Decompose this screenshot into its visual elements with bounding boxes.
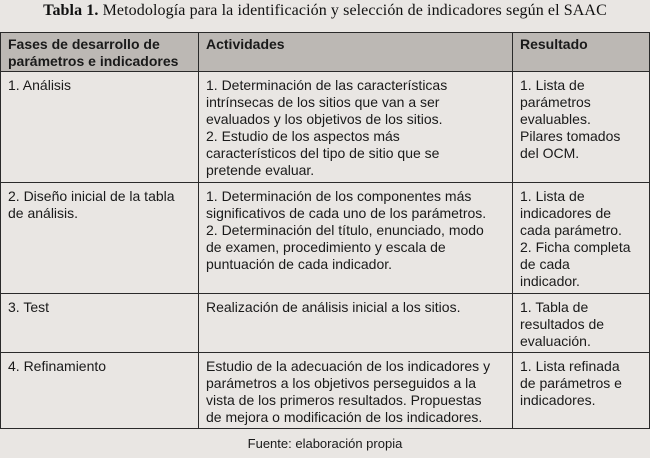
table-header-row <box>1 33 650 72</box>
activities-cell <box>199 353 513 429</box>
cell-line: Realización de análisis inicial a los sitios. <box>206 299 461 315</box>
cell-line: 1. Determinación de las características <box>206 77 448 93</box>
header-line: parámetros e indicadores <box>8 53 179 69</box>
cell-line: indicador. <box>520 273 580 289</box>
cell-line: Pilares tomados <box>520 128 621 144</box>
table-row <box>1 294 650 353</box>
cell-line: evaluación. <box>520 333 591 349</box>
table-caption-text: Metodología para la identificación y selección de indicadores según el SAAC <box>102 2 607 19</box>
table-caption <box>0 2 650 20</box>
header-activities <box>199 33 513 72</box>
activities-cell <box>199 294 513 353</box>
table-row <box>1 183 650 294</box>
cell-line: característicos del tipo de sitio que se <box>206 145 440 161</box>
header-result <box>513 33 650 72</box>
cell-line: de cada <box>520 256 570 272</box>
cell-line: resultados de <box>520 316 605 332</box>
cell-line: 2. Ficha completa <box>520 239 631 255</box>
cell-line: 1. Lista de <box>520 77 585 93</box>
table-caption-label: Tabla 1. <box>43 2 99 19</box>
cell-line: evaluables. <box>520 111 591 127</box>
phase-cell <box>1 183 199 294</box>
result-cell <box>513 183 650 294</box>
table-row <box>1 72 650 183</box>
result-cell <box>513 72 650 183</box>
cell-line: 1. Determinación de los componentes más <box>206 188 472 204</box>
cell-line: 2. Estudio de los aspectos más <box>206 128 400 144</box>
cell-line: 1. Análisis <box>8 77 72 93</box>
header-phases <box>1 33 199 72</box>
result-cell <box>513 294 650 353</box>
cell-line: puntuación de cada indicador. <box>206 256 393 272</box>
phase-cell <box>1 294 199 353</box>
phase-cell <box>1 72 199 183</box>
table-row <box>1 353 650 429</box>
cell-line: del OCM. <box>520 145 580 161</box>
cell-line: 1. Lista refinada <box>520 358 620 374</box>
cell-line: parámetros <box>520 94 591 110</box>
header-line: Fases de desarrollo de <box>8 36 160 52</box>
header-line: Resultado <box>520 36 588 52</box>
cell-line: evaluados y los objetivos de los sitios. <box>206 111 443 127</box>
cell-line: indicadores de <box>520 205 612 221</box>
cell-line: de análisis. <box>8 205 79 221</box>
cell-line: de examen, procedimiento y escala de <box>206 239 446 255</box>
activities-cell <box>199 183 513 294</box>
cell-line: Estudio de la adecuación de los indicadores y <box>206 358 491 374</box>
cell-line: de parámetros e <box>520 375 622 391</box>
cell-line: indicadores. <box>520 392 596 408</box>
phase-cell <box>1 353 199 429</box>
activities-cell <box>199 72 513 183</box>
cell-line: intrínsecas de los sitios que van a ser <box>206 94 440 110</box>
cell-line: parámetros a los objetivos perseguidos a la <box>206 375 477 391</box>
methodology-table <box>0 32 650 429</box>
result-cell <box>513 353 650 429</box>
cell-line: 4. Refinamiento <box>8 358 107 374</box>
cell-line: 1. Tabla de <box>520 299 589 315</box>
cell-line: 3. Test <box>8 299 49 315</box>
cell-line: 2. Determinación del título, enunciado, modo <box>206 222 484 238</box>
source-note: Fuente: elaboración propia <box>247 436 403 451</box>
cell-line: cada parámetro. <box>520 222 622 238</box>
cell-line: 2. Diseño inicial de la tabla <box>8 188 175 204</box>
cell-line: 1. Lista de <box>520 188 585 204</box>
cell-line: pretende evaluar. <box>206 162 315 178</box>
cell-line: significativos de cada uno de los parámetros. <box>206 205 487 221</box>
cell-line: vista de los primeros resultados. Propuestas <box>206 392 482 408</box>
cell-line: de mejora o modificación de los indicadores. <box>206 409 483 425</box>
header-line: Actividades <box>206 36 285 52</box>
